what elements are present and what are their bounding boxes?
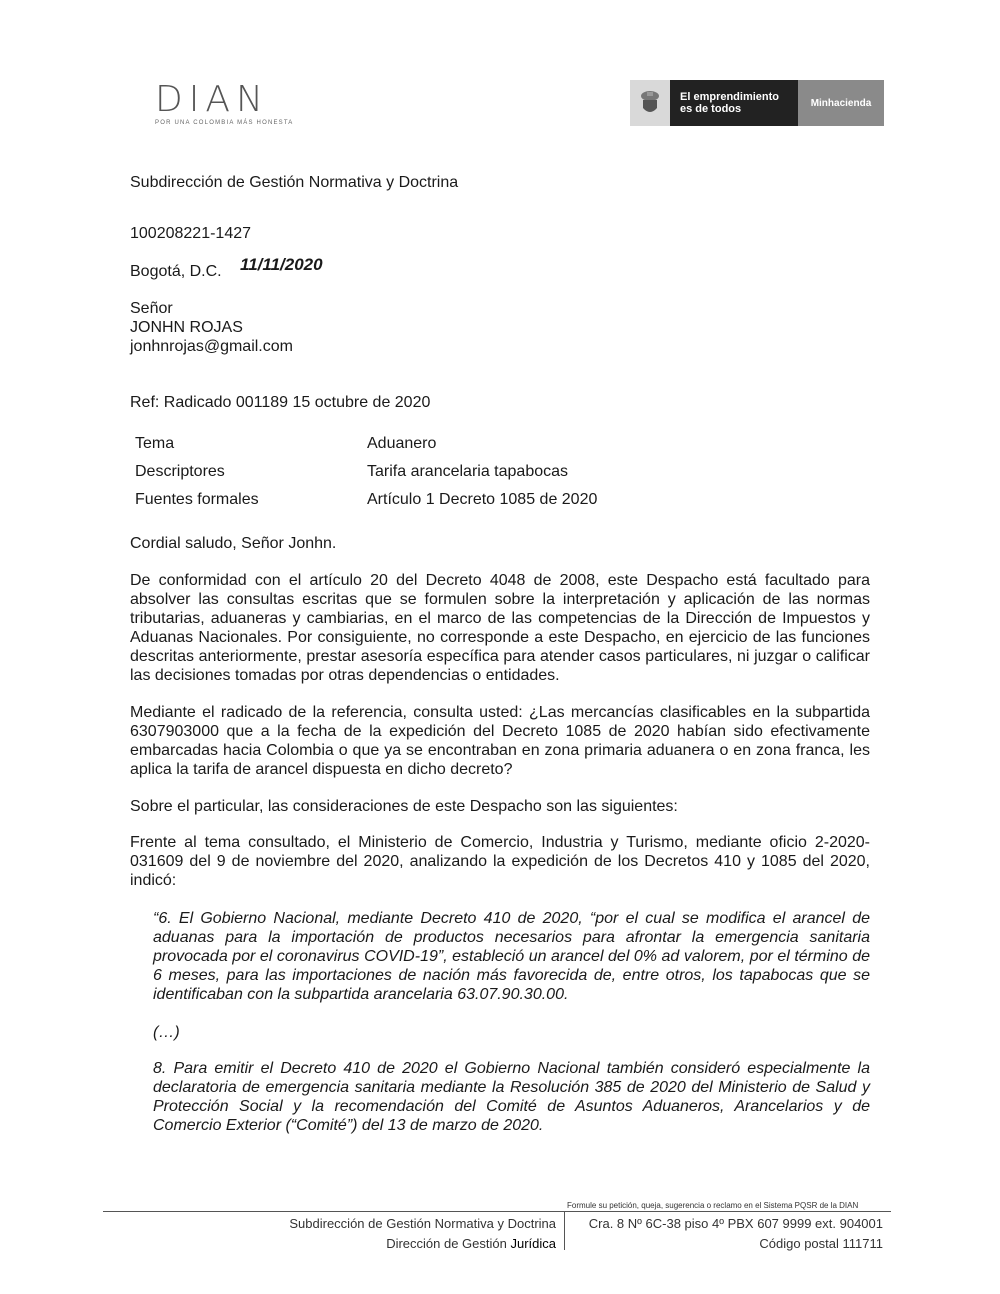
table-value: Tarifa arancelaria tapabocas	[367, 463, 569, 480]
government-logo	[630, 80, 884, 126]
body-paragraph: Mediante el radicado de la referencia, consulta usted: ¿Las mercancías clasificables en la subpartida 6307903000 que a la fecha de la expedición del Decreto 1085 de 2020 habían sido efectivamente embarcadas hacia Colombia o que ya se encontraban en zona primaria aduanera o en zona franca, les aplica la tarifa de arancel dispuesta en dicho decreto?	[130, 704, 870, 778]
quote-paragraph: 8. Para emitir el Decreto 410 de 2020 el Gobierno Nacional también consideró especialmente la declaratoria de emergencia sanitaria mediante la Resolución 385 de 2020 del Ministerio de Salud y Protección Social y la recomendación del Comité de Asuntos Aduaneros, Arancelarios y de Comercio Exterior (“Comité”) del 13 de marzo de 2020.	[153, 1060, 870, 1134]
dian-logo	[155, 79, 315, 128]
quote-ellipsis: (…)	[153, 1024, 180, 1041]
table-row	[135, 435, 597, 463]
gov-slogan-line1: El emprendimiento	[680, 91, 780, 103]
recipient-block	[130, 299, 293, 356]
body-paragraph: Frente al tema consultado, el Ministerio de Comercio, Industria y Turismo, mediante oficio 2-2020-031609 del 9 de noviembre del 2020, analizando la expedición de los Decretos 410 y 1085 del 2020, indicó:	[130, 834, 870, 889]
footer-office-line2	[289, 1234, 556, 1254]
reference-line: Ref: Radicado 001189 15 octubre de 2020	[130, 394, 431, 411]
greeting: Cordial saludo, Señor Jonhn.	[130, 535, 337, 552]
quote-paragraph: “6. El Gobierno Nacional, mediante Decreto 410 de 2020, “por el cual se modifica el arancel de aduanas para la importación de productos necesarios para afrontar la emergencia sanitaria provocada por el coronavirus COVID-19”, estableció un arancel del 0% ad valorem, por el término de 6 meses, para las importaciones de nación más favorecida de, entre otros, los tapabocas que se identificaban con la subpartida arancelaria 63.07.90.30.00.	[153, 910, 870, 1003]
table-row	[135, 463, 597, 491]
table-value: Artículo 1 Decreto 1085 de 2020	[367, 491, 598, 508]
dian-tagline: POR UNA COLOMBIA MÁS HONESTA	[155, 120, 294, 126]
footer-office	[289, 1214, 556, 1254]
footer-pqsr-note: Formule su petición, queja, sugerencia o reclamo en el Sistema PQSR de la DIAN	[567, 1201, 859, 1210]
table-row	[135, 491, 597, 519]
footer-office-emph: Jurídica	[510, 1236, 556, 1251]
footer-office-line1: Subdirección de Gestión Normativa y Doctrina	[289, 1216, 556, 1231]
gov-slogan-line2: es de todos	[680, 103, 742, 115]
body-paragraph: Sobre el particular, las consideraciones de este Despacho son las siguientes:	[130, 798, 678, 815]
salutation-title: Señor	[130, 300, 173, 317]
recipient-email: jonhnrojas@gmail.com	[130, 338, 293, 355]
recipient-name: JONHN ROJAS	[130, 319, 243, 336]
footer-divider	[103, 1211, 891, 1212]
gov-slogan	[670, 80, 798, 126]
table-label: Descriptores	[135, 463, 225, 480]
office-name: Subdirección de Gestión Normativa y Doctrina	[130, 174, 459, 191]
footer-vertical-divider	[564, 1212, 565, 1250]
dian-logo-text: DIAN	[155, 79, 269, 120]
footer-address-line1: Cra. 8 Nº 6C-38 piso 4º PBX 607 9999 ext. 904001	[588, 1216, 883, 1231]
reference-table	[135, 435, 597, 519]
letter-city: Bogotá, D.C.	[130, 263, 222, 280]
body-paragraph: De conformidad con el artículo 20 del Decreto 4048 de 2008, este Despacho está facultado para absolver las consultas escritas que se formulen sobre la interpretación y aplicación de las normas tributarias, aduaneras y cambiarias, en el marco de las competencias de la Dirección de Impuestos y Aduanas Nacionales. Por consiguiente, no corresponde a este Despacho, en ejercicio de las funciones descritas anteriormente, prestar asesoría específica para atender casos particulares, ni juzgar o calificar las decisiones tomadas por otras dependencias o entidades.	[130, 572, 870, 684]
footer-office-prefix: Dirección de Gestión	[386, 1236, 511, 1251]
coat-of-arms-icon	[630, 80, 670, 126]
letter-date: 11/11/2020	[240, 255, 323, 274]
table-value: Aduanero	[367, 435, 437, 452]
letter-number: 100208221-1427	[130, 225, 252, 242]
table-label: Tema	[135, 435, 175, 452]
table-label: Fuentes formales	[135, 491, 259, 508]
ministry-label: Minhacienda	[798, 80, 884, 126]
footer-address-line2: Código postal 111711	[759, 1236, 883, 1251]
footer-address	[589, 1214, 883, 1254]
